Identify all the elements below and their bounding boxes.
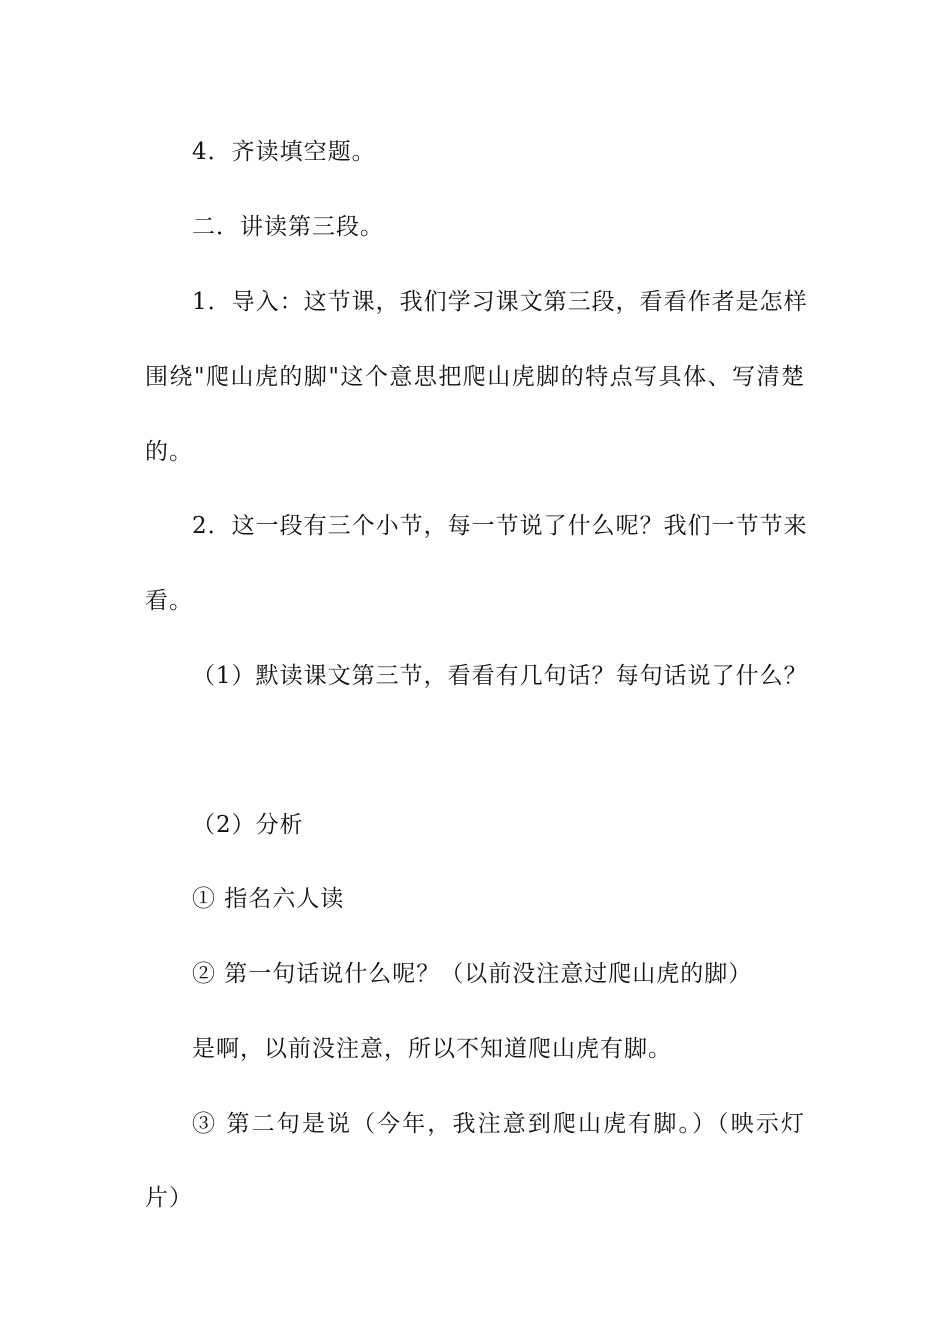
sub-step-2-line: （2）分析 xyxy=(192,812,304,838)
section-2-heading: 二．讲读第三段。 xyxy=(192,214,384,240)
step-2-line-2: 看。 xyxy=(145,588,193,614)
sub-step-1-line: （1）默读课文第三节，看看有几句话？每句话说了什么？ xyxy=(192,663,808,689)
step-1-line-3: 的。 xyxy=(145,439,193,465)
step-1-line-2: 围绕"爬山虎的脚"这个意思把爬山虎脚的特点写具体、写清楚 xyxy=(145,364,805,390)
step-1-line-1: 1．导入：这节课，我们学习课文第三段，看看作者是怎样 xyxy=(192,289,808,315)
item-2-answer-line: 是啊，以前没注意，所以不知道爬山虎有脚。 xyxy=(192,1036,672,1062)
item-3-line-1: ③ 第二句是说（今年，我注意到爬山虎有脚。）（映示灯 xyxy=(192,1111,805,1137)
item-1-line: ① 指名六人读 xyxy=(192,886,345,912)
step-4-line: 4．齐读填空题。 xyxy=(192,139,376,165)
step-2-line-1: 2．这一段有三个小节，每一节说了什么呢？我们一节节来 xyxy=(192,513,808,539)
item-2-line: ② 第一句话说什么呢？（以前没注意过爬山虎的脚） xyxy=(192,961,753,987)
item-3-line-2: 片） xyxy=(145,1185,193,1211)
